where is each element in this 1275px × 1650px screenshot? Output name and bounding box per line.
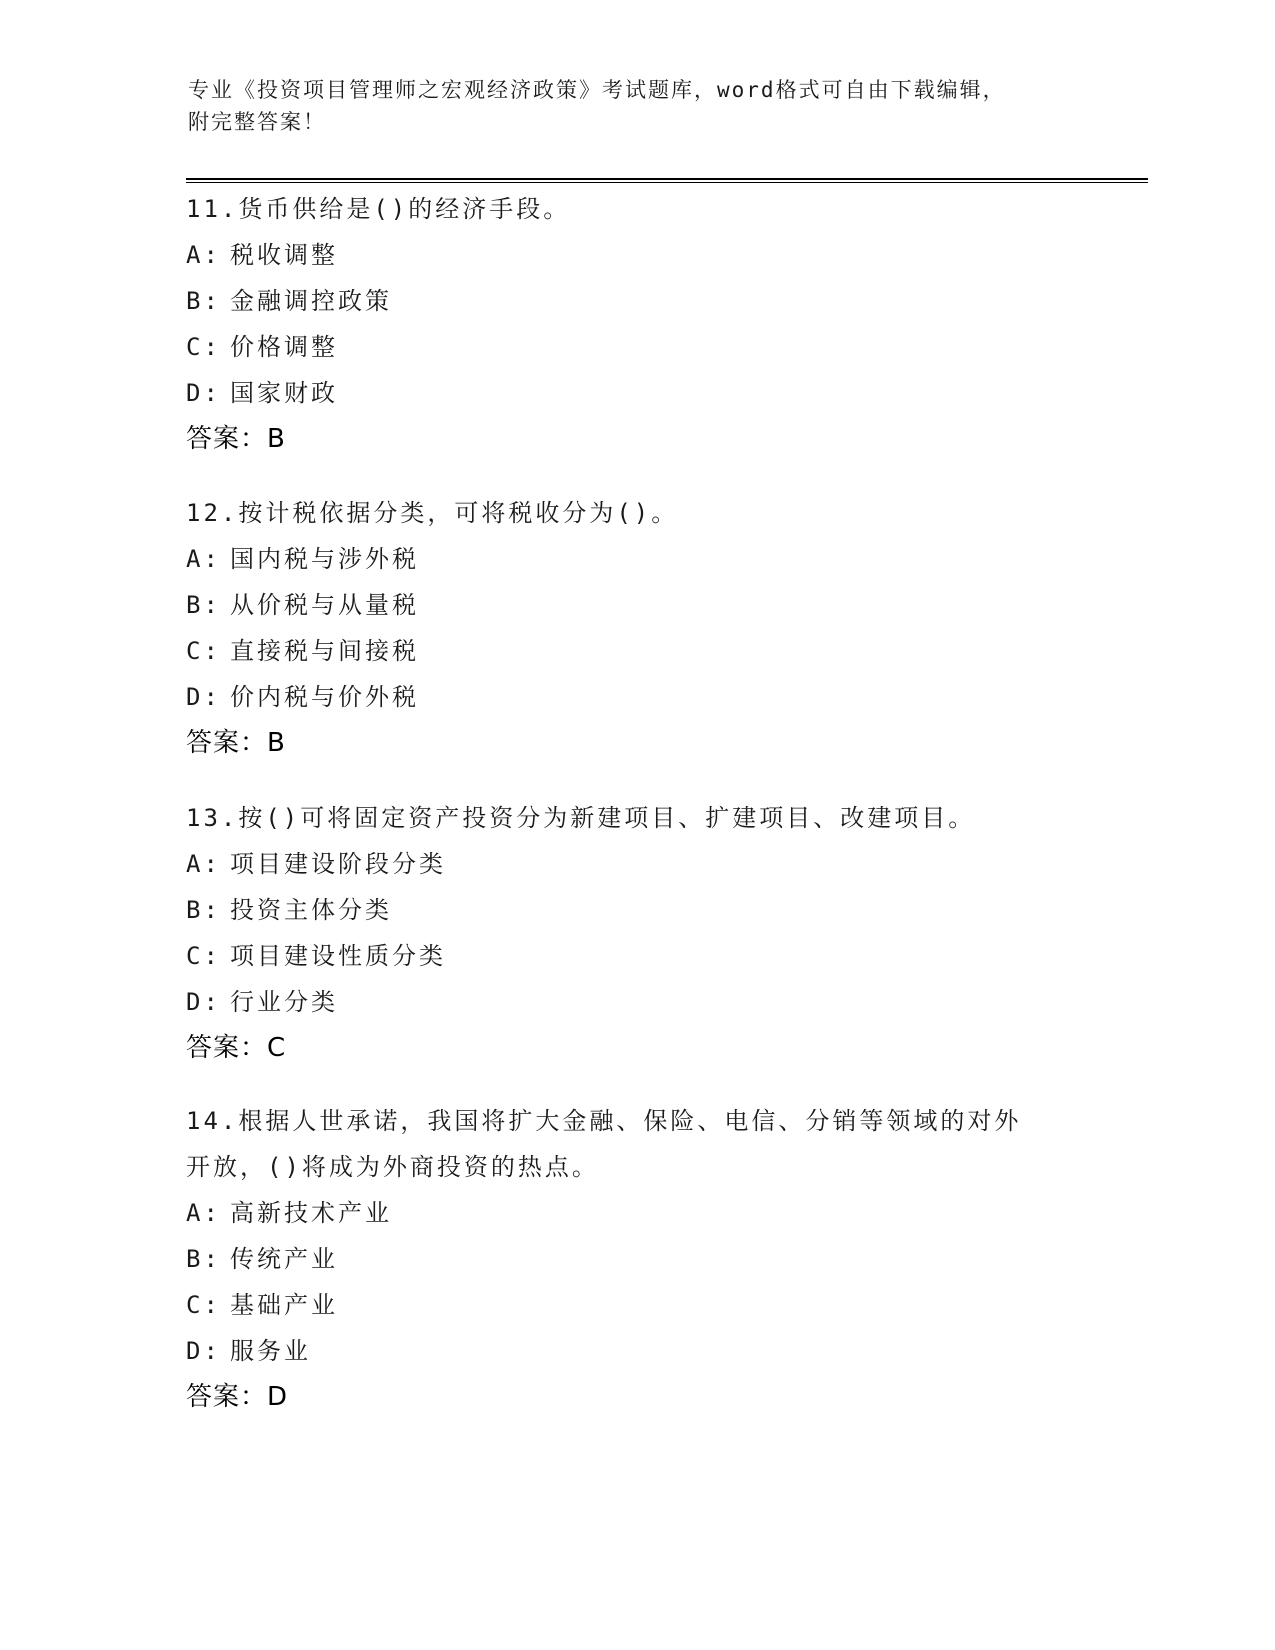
option-b bbox=[186, 278, 1086, 324]
option-label: B: bbox=[186, 896, 221, 924]
question-text: 13.按()可将固定资产投资分为新建项目、扩建项目、改建项目。 bbox=[186, 804, 976, 832]
option-text: 金融调控政策 bbox=[230, 287, 392, 315]
option-text: 项目建设性质分类 bbox=[230, 942, 446, 970]
answer-label: 答案： bbox=[186, 1033, 268, 1063]
option-label: A: bbox=[186, 1199, 221, 1227]
answer-line bbox=[186, 720, 1086, 766]
option-label: B: bbox=[186, 591, 221, 619]
answer-line bbox=[186, 1374, 1086, 1420]
option-label: A: bbox=[186, 241, 221, 269]
option-c bbox=[186, 1282, 1086, 1328]
answer-line bbox=[186, 1025, 1086, 1071]
option-label: D: bbox=[186, 988, 221, 1016]
question-text-line-1: 14.根据人世承诺，我国将扩大金融、保险、电信、分销等领域的对外 bbox=[186, 1107, 1022, 1135]
answer-value: B bbox=[267, 728, 285, 758]
option-label: C: bbox=[186, 333, 221, 361]
option-text: 行业分类 bbox=[230, 988, 338, 1016]
option-label: D: bbox=[186, 1337, 221, 1365]
option-text: 国内税与涉外税 bbox=[230, 545, 419, 573]
header-divider-thin bbox=[186, 182, 1148, 183]
answer-value: B bbox=[267, 424, 285, 454]
question-13 bbox=[186, 795, 1086, 1071]
option-label: D: bbox=[186, 683, 221, 711]
header-line-2: 附完整答案！ bbox=[188, 110, 326, 134]
option-d bbox=[186, 979, 1086, 1025]
answer-value: D bbox=[267, 1382, 288, 1412]
option-b bbox=[186, 582, 1086, 628]
question-12 bbox=[186, 490, 1086, 766]
option-c bbox=[186, 628, 1086, 674]
option-label: C: bbox=[186, 942, 221, 970]
option-a bbox=[186, 536, 1086, 582]
answer-label: 答案： bbox=[186, 728, 268, 758]
option-text: 直接税与间接税 bbox=[230, 637, 419, 665]
header-divider-thick bbox=[186, 178, 1148, 180]
option-text: 国家财政 bbox=[230, 379, 338, 407]
option-text: 税收调整 bbox=[230, 241, 338, 269]
option-b bbox=[186, 887, 1086, 933]
option-text: 投资主体分类 bbox=[230, 896, 392, 924]
document-header bbox=[188, 74, 1068, 138]
answer-label: 答案： bbox=[186, 1382, 268, 1412]
option-text: 价格调整 bbox=[230, 333, 338, 361]
question-11 bbox=[186, 186, 1086, 462]
question-text: 11.货币供给是()的经济手段。 bbox=[186, 195, 571, 223]
question-text-line-2: 开放，()将成为外商投资的热点。 bbox=[186, 1153, 599, 1181]
option-label: B: bbox=[186, 287, 221, 315]
option-d bbox=[186, 1328, 1086, 1374]
answer-value: C bbox=[267, 1033, 286, 1063]
option-text: 基础产业 bbox=[230, 1291, 338, 1319]
answer-line bbox=[186, 416, 1086, 462]
option-d bbox=[186, 674, 1086, 720]
option-label: D: bbox=[186, 379, 221, 407]
option-a bbox=[186, 1190, 1086, 1236]
option-text: 项目建设阶段分类 bbox=[230, 850, 446, 878]
header-line-1: 专业《投资项目管理师之宏观经济政策》考试题库，word格式可自由下载编辑， bbox=[188, 78, 1006, 102]
option-label: A: bbox=[186, 545, 221, 573]
option-label: C: bbox=[186, 637, 221, 665]
question-text: 12.按计税依据分类，可将税收分为()。 bbox=[186, 499, 679, 527]
option-label: B: bbox=[186, 1245, 221, 1273]
option-a bbox=[186, 232, 1086, 278]
option-text: 服务业 bbox=[230, 1337, 311, 1365]
option-text: 从价税与从量税 bbox=[230, 591, 419, 619]
option-text: 高新技术产业 bbox=[230, 1199, 392, 1227]
option-d bbox=[186, 370, 1086, 416]
answer-label: 答案： bbox=[186, 424, 268, 454]
option-c bbox=[186, 933, 1086, 979]
option-text: 价内税与价外税 bbox=[230, 683, 419, 711]
question-14 bbox=[186, 1098, 1086, 1420]
option-b bbox=[186, 1236, 1086, 1282]
option-text: 传统产业 bbox=[230, 1245, 338, 1273]
option-c bbox=[186, 324, 1086, 370]
option-label: A: bbox=[186, 850, 221, 878]
option-a bbox=[186, 841, 1086, 887]
option-label: C: bbox=[186, 1291, 221, 1319]
